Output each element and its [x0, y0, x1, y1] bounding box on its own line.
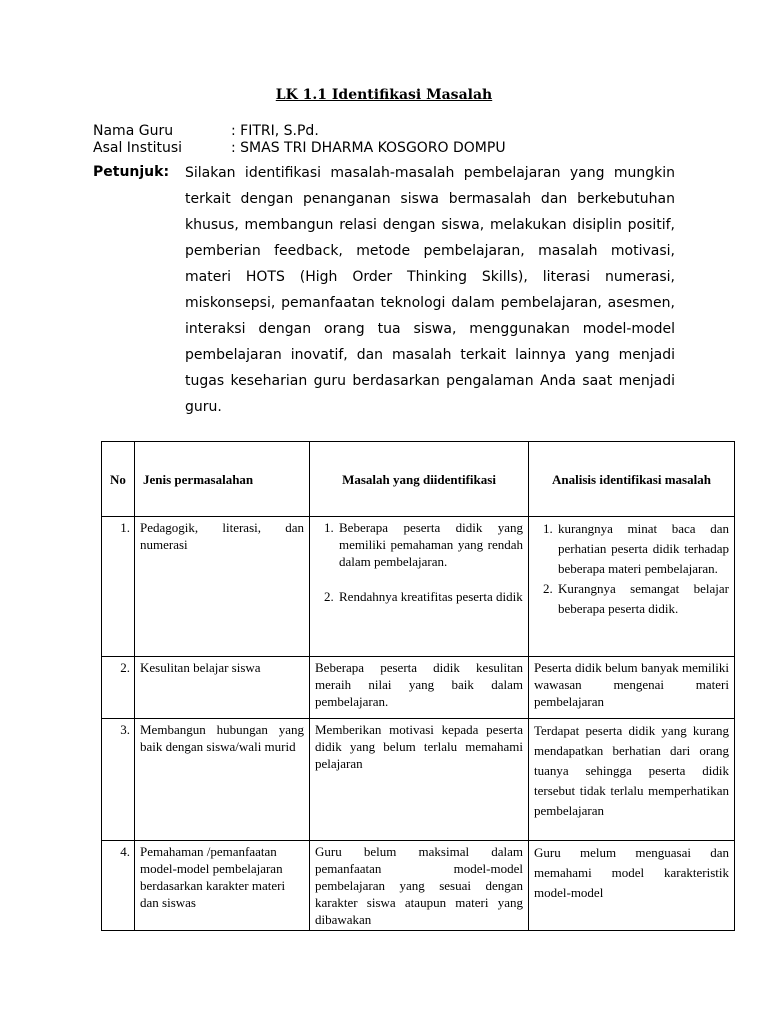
problem-table — [101, 441, 735, 931]
table-row — [102, 841, 735, 931]
row-jenis: Pemahaman /pemanfaatan model-model pembelajaran berdasarkan karakter materi dan siswas — [135, 841, 310, 931]
row-jenis: Kesulitan belajar siswa — [135, 657, 310, 719]
masalah-list — [315, 519, 523, 605]
instruction-label: Petunjuk: — [93, 164, 170, 180]
table-row — [102, 657, 735, 719]
row-masalah — [310, 517, 529, 657]
row-masalah: Memberikan motivasi kepada peserta didik yang belum terlalu memahami pelajaran — [310, 719, 529, 841]
list-item: 2. Rendahnya kreatifitas peserta didik — [337, 588, 523, 605]
row-jenis: Membangun hubungan yang baik dengan siswa/wali murid — [135, 719, 310, 841]
header-analisis: Analisis identifikasi masalah — [529, 442, 735, 517]
row-masalah: Beberapa peserta didik kesulitan meraih nilai yang baik dalam pembelajaran. — [310, 657, 529, 719]
row-no: 1. — [102, 517, 135, 657]
list-item: 2. Kurangnya semangat belajar beberapa peserta didik. — [556, 579, 729, 619]
header-no: No — [102, 442, 135, 517]
row-no: 3. — [102, 719, 135, 841]
row-analisis — [529, 517, 735, 657]
list-item: 1. kurangnya minat baca dan perhatian peserta didik terhadap beberapa materi pembelajaran. — [556, 519, 729, 579]
instruction-text: Silakan identifikasi masalah-masalah pembelajaran yang mungkin terkait dengan penanganan siswa bermasalah dan berkebutuhan khusus, membangun relasi dengan siswa, melakukan disiplin positif, pemberian feedback, metode pembelajaran, masalah motivasi, materi HOTS (High Order Thinking Skills), literasi numerasi, miskonsepsi, pemanfaatan teknologi dalam pembelajaran, asesmen, interaksi dengan orang tua siswa, menggunakan model-model pembelajaran inovatif, dan masalah terkait lainnya yang menjadi tugas keseharian guru berdasarkan pengalaman Anda saat menjadi guru. — [185, 165, 675, 415]
header-jenis: Jenis permasalahan — [135, 442, 310, 517]
analisis-list — [534, 519, 729, 619]
row-analisis: Terdapat peserta didik yang kurang mendapatkan berhatian dari orang tuanya sehingga peserta didik tersebut tidak terlalu memperhatikan pembelajaran — [529, 719, 735, 841]
teacher-name-label: Nama Guru — [93, 123, 174, 139]
row-jenis: Pedagogik, literasi, dan numerasi — [135, 517, 310, 657]
list-item: 1. Beberapa peserta didik yang memiliki pemahaman yang rendah dalam pembelajaran. — [337, 519, 523, 570]
row-analisis: Peserta didik belum banyak memiliki wawasan mengenai materi pembelajaran — [529, 657, 735, 719]
document-title: LK 1.1 Identifikasi Masalah — [275, 87, 493, 103]
institution-value: : SMAS TRI DHARMA KOSGORO DOMPU — [231, 140, 506, 156]
table-header-row — [102, 442, 735, 517]
institution-label: Asal Institusi — [93, 140, 183, 156]
table-row — [102, 719, 735, 841]
row-no: 4. — [102, 841, 135, 931]
row-masalah: Guru belum maksimal dalam pemanfaatan model-model pembelajaran yang sesuai dengan karakter siswa ataupun materi yang dibawakan — [310, 841, 529, 931]
teacher-name-row — [93, 123, 319, 139]
table-row — [102, 517, 735, 657]
header-masalah: Masalah yang diidentifikasi — [310, 442, 529, 517]
row-analisis: Guru melum menguasai dan memahami model karakteristik model-model — [529, 841, 735, 931]
row-no: 2. — [102, 657, 135, 719]
teacher-name-value: : FITRI, S.Pd. — [231, 123, 319, 139]
institution-row — [93, 140, 506, 156]
